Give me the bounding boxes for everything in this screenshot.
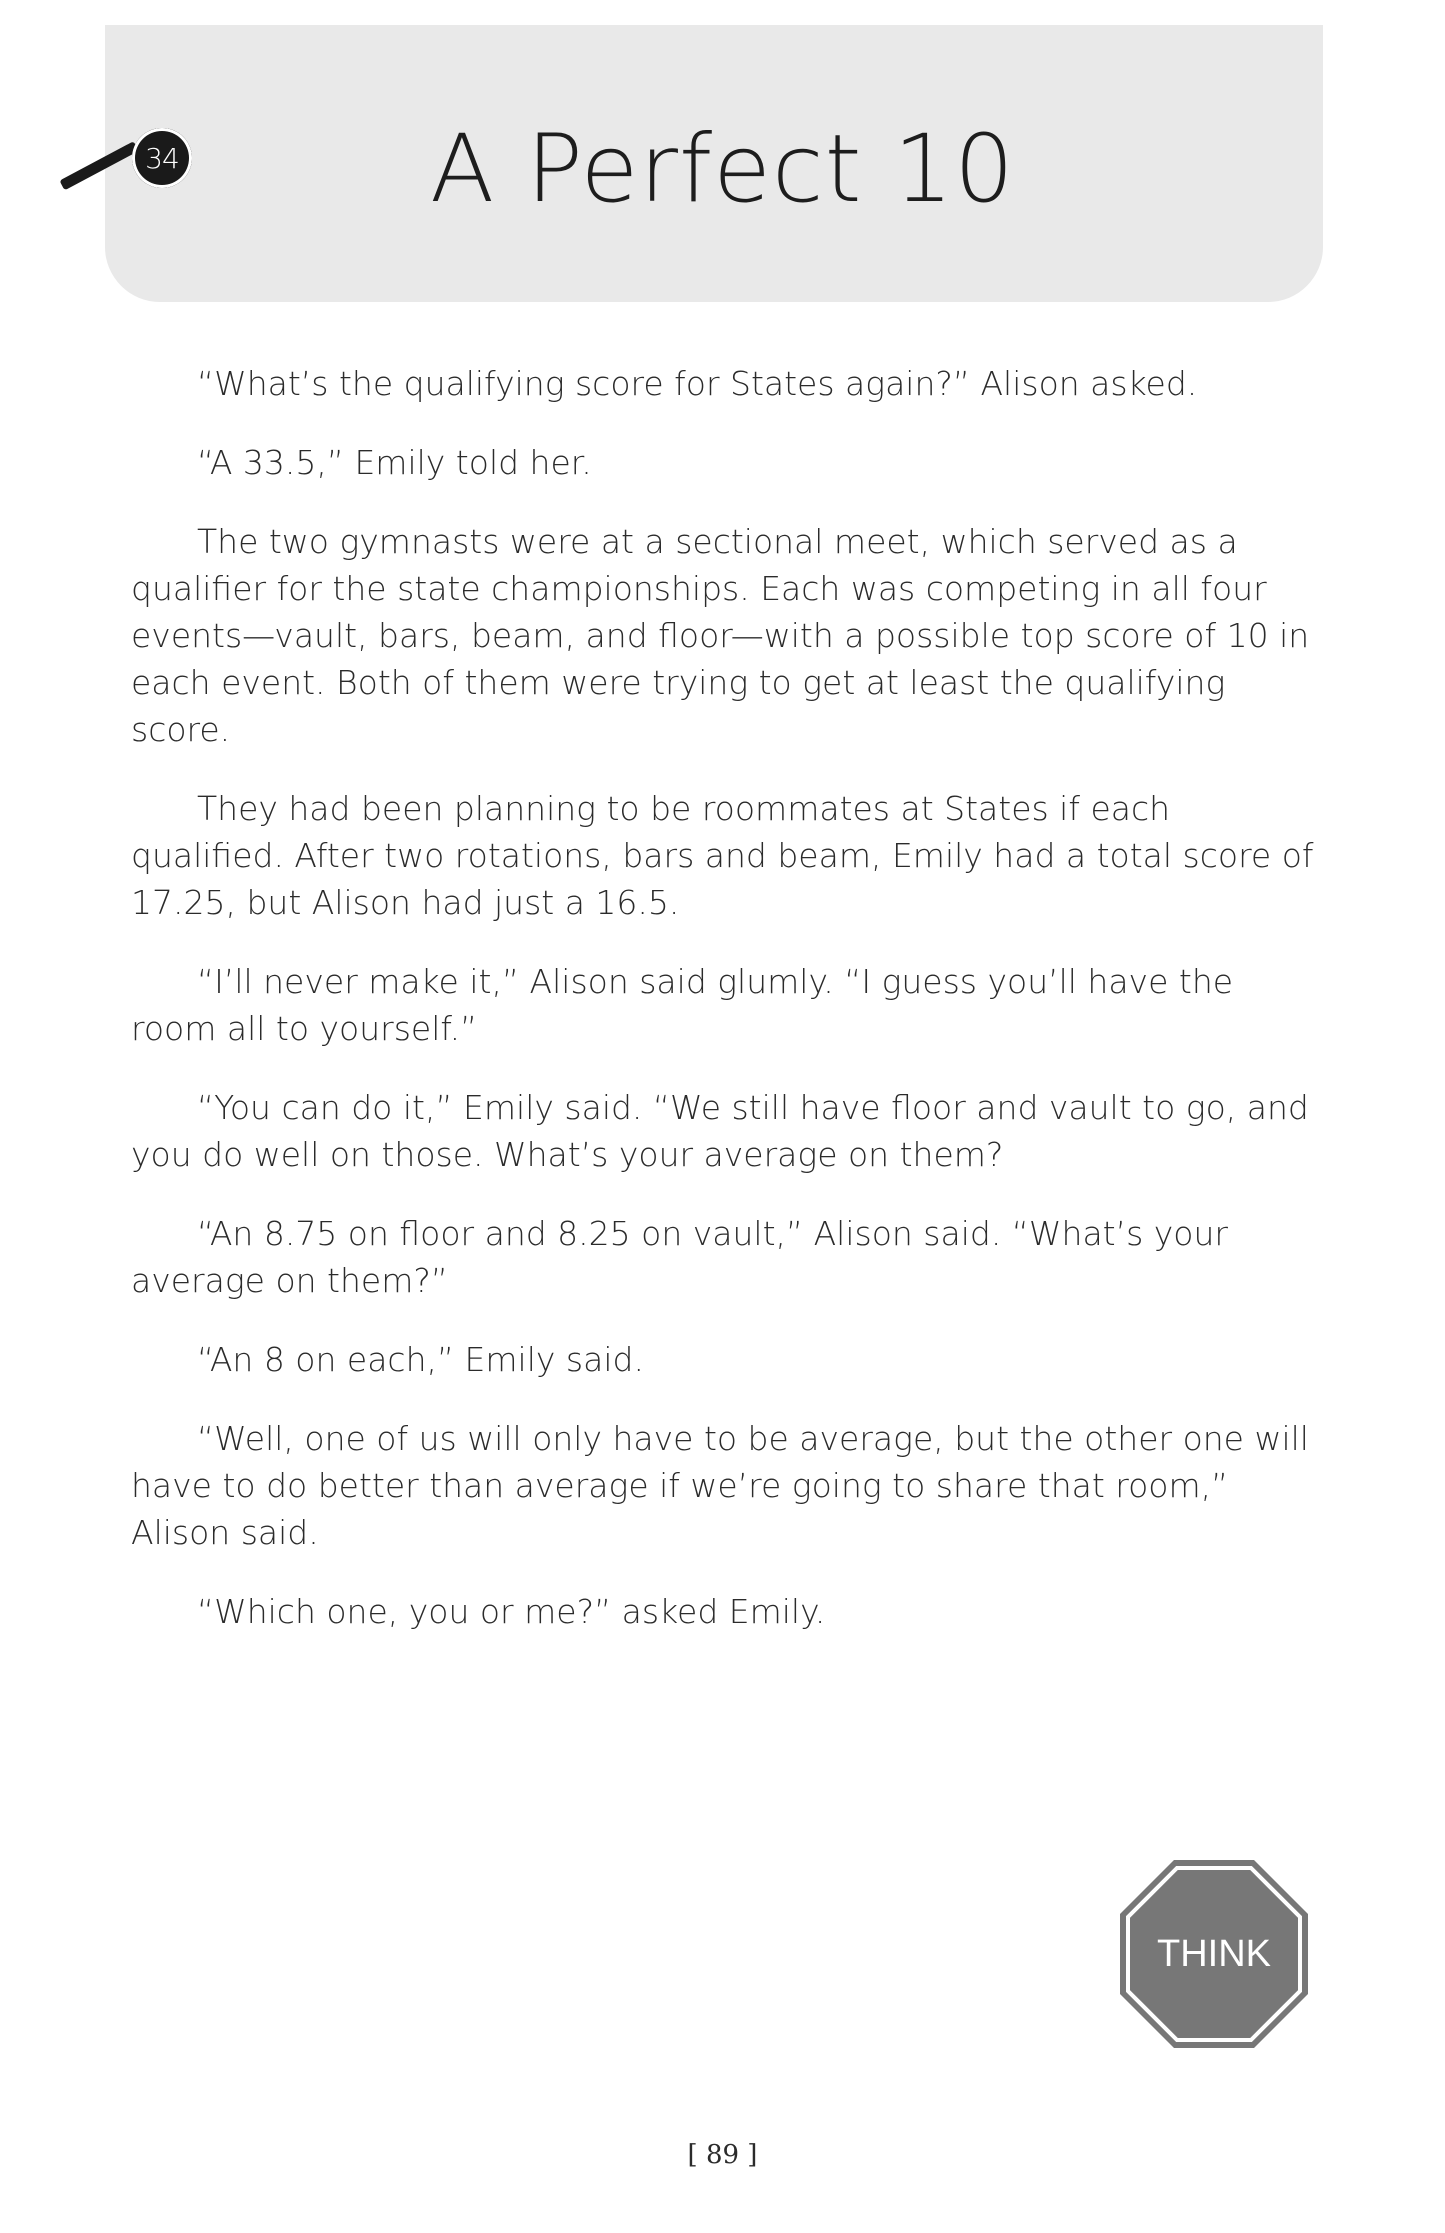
paragraph: “What’s the qualifying score for States again?” Alison asked. <box>197 364 1198 403</box>
puzzle-number: 34 <box>145 141 179 175</box>
paragraph: “An 8 on each,” Emily said. <box>197 1340 644 1379</box>
paragraph: “Well, one of us will only have to be average, but the other one will have to do better than average if we’re going to share that room,” Alison said. <box>131 1419 1309 1552</box>
paragraph: “You can do it,” Emily said. “We still have floor and vault to go, and you do well on those. What’s your average on them? <box>131 1088 1309 1174</box>
page-number: [ 89 ] <box>687 2140 758 2170</box>
paragraph: “A 33.5,” Emily told her. <box>197 443 592 482</box>
paragraph: “Which one, you or me?” asked Emily. <box>197 1592 826 1631</box>
paragraph: “I’ll never make it,” Alison said glumly. “I guess you’ll have the room all to yourself.” <box>131 962 1234 1048</box>
paragraph: They had been planning to be roommates at States if each qualified. After two rotations, bars and beam, Emily had a total score of 17.25, but Alison had just a 16.5. <box>131 789 1314 922</box>
paragraph: “An 8.75 on floor and 8.25 on vault,” Alison said. “What’s your average on them?” <box>131 1214 1228 1300</box>
think-stop-sign <box>1118 1858 1310 2050</box>
paragraph: The two gymnasts were at a sectional meet, which served as a qualifier for the state championships. Each was competing in all four events—vault, bars, beam, and floor—with a possible top score of 10 in each event. Both of them were trying to get at least the qualifying score. <box>131 522 1310 749</box>
story-text <box>131 360 1321 1667</box>
think-label: THINK <box>1157 1932 1271 1975</box>
page-title: A Perfect 10 <box>430 115 1015 224</box>
